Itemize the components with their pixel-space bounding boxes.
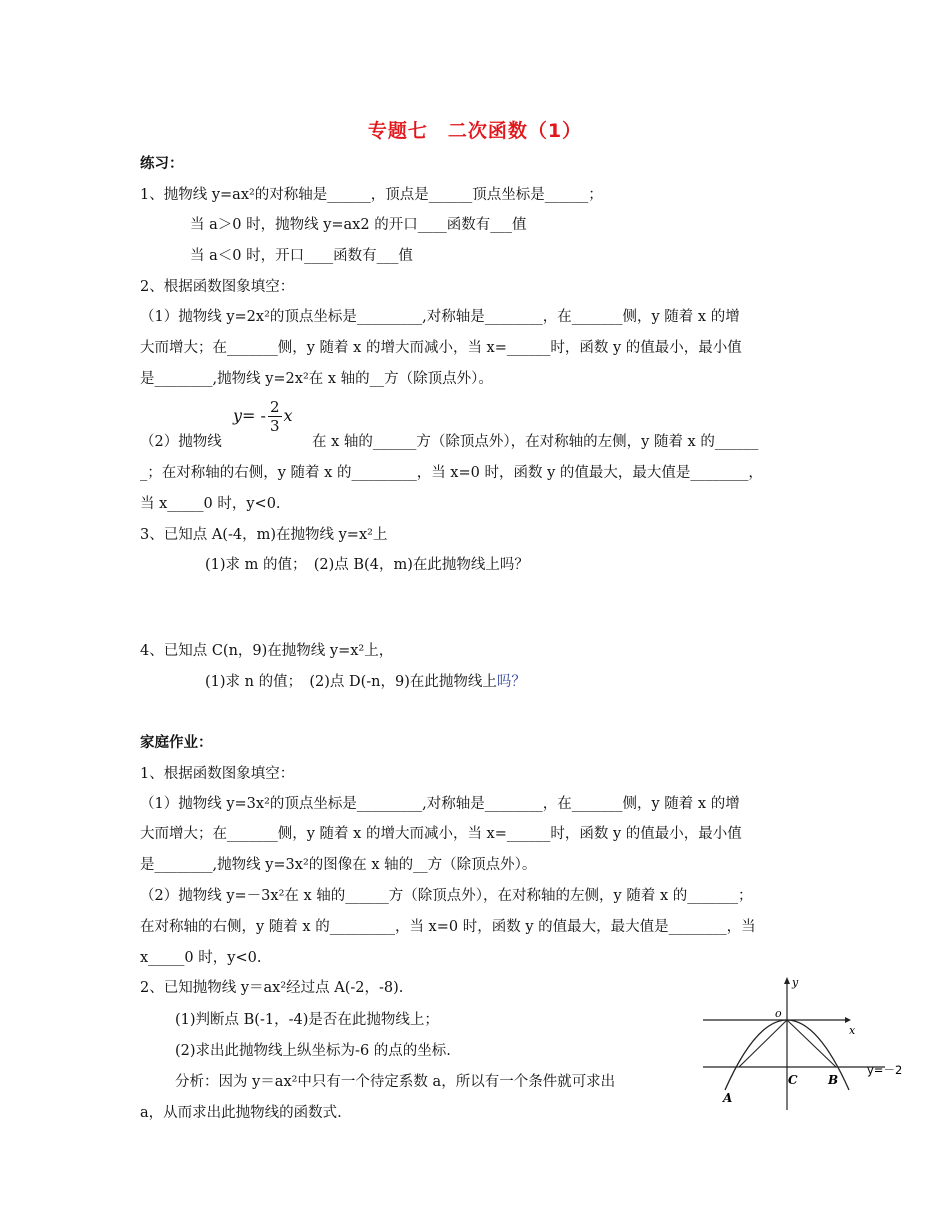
- chord-oa: [739, 1020, 787, 1067]
- origin-label: o: [775, 1007, 782, 1020]
- q2-part1-line1: （1）抛物线 y=2x²的顶点坐标是_________,对称轴是________，在_______侧，y 随着 x 的增: [140, 309, 740, 325]
- formula-eq: = -: [242, 406, 266, 425]
- formula-numerator: 2: [269, 398, 280, 416]
- q2-part2-prefix: （2）抛物线: [140, 434, 222, 450]
- h2-title: 2、已知抛物线 y＝ax²经过点 A(-2，-8).: [140, 980, 404, 996]
- h1-title: 1、根据函数图象填空：: [140, 766, 295, 782]
- q4-sub: [205, 670, 526, 691]
- h1-part1-line2: 大而增大；在_______侧，y 随着 x 的增大而减小，当 x=______时，函数 y 的值最小，最小值: [140, 826, 742, 842]
- x-axis-arrow: [845, 1017, 851, 1023]
- q2-part2-line1: 在 x 轴的______方（除顶点外），在对称轴的左侧，y 随着 x 的______: [312, 434, 759, 450]
- q1-line3: 当 a＜0 时，开口____函数有___值: [190, 248, 413, 264]
- q1-line1: 1、抛物线 y=ax²的对称轴是______，顶点是______顶点坐标是______；: [140, 187, 603, 203]
- page-title: 专题七 二次函数（1）: [367, 120, 583, 142]
- q2-part1-line3: 是________,抛物线 y=2x²在 x 轴的__方（除顶点外）。: [140, 371, 493, 387]
- q2-part1-line2: 大而增大；在_______侧，y 随着 x 的增大而减小，当 x=______时，函数 y 的值最小，最小值: [140, 340, 742, 356]
- q2-part2-line2: _；在对称轴的右侧，y 随着 x 的_________，当 x=0 时，函数 y 的值最大，最大值是________，: [140, 465, 763, 481]
- h2-analysis-line2: a，从而求出此抛物线的函数式.: [140, 1105, 342, 1121]
- h1-part1-line3: 是________,抛物线 y=3x²的图像在 x 轴的__方（除顶点外）。: [140, 857, 537, 873]
- line-label: y=－2: [867, 1063, 903, 1077]
- q4-sub-b: 吗？: [496, 674, 526, 690]
- homework-heading: 家庭作业：: [140, 735, 213, 751]
- chord-ob: [787, 1020, 836, 1067]
- h1-part2-line3: x_____0 时，y<0.: [140, 950, 262, 966]
- formula: [233, 398, 293, 435]
- q3-title: 3、已知点 A(-4，m)在抛物线 y=x²上: [140, 527, 388, 543]
- h1-part1-line1: （1）抛物线 y=3x²的顶点坐标是_________,对称轴是________，在_______侧，y 随着 x 的增: [140, 796, 740, 812]
- formula-fraction: [268, 398, 282, 435]
- q4-title: 4、已知点 C(n，9)在抛物线 y=x²上，: [140, 643, 394, 659]
- point-c-label: C: [788, 1073, 798, 1087]
- y-axis-label: y: [792, 976, 799, 989]
- y-axis-arrow: [784, 977, 790, 984]
- q4-sub-a: (1)求 n 的值； (2)点 D(-n，9)在此抛物线上: [205, 674, 497, 690]
- h2-sub1: (1)判断点 B(-1，-4)是否在此抛物线上；: [175, 1012, 439, 1028]
- point-b-label: B: [828, 1073, 839, 1087]
- h1-part2-line2: 在对称轴的右侧，y 随着 x 的_________，当 x=0 时，函数 y 的值最大，最大值是________，当: [140, 919, 756, 935]
- q2-part2-line3: 当 x_____0 时，y<0.: [140, 496, 281, 512]
- q3-sub: (1)求 m 的值； (2)点 B(4，m)在此抛物线上吗？: [205, 557, 529, 573]
- formula-x: x: [283, 406, 293, 425]
- h1-part2-line1: （2）抛物线 y=－3x²在 x 轴的______方（除顶点外），在对称轴的左侧，y 随着 x 的_______；: [140, 888, 753, 904]
- h2-analysis-line1: 分析：因为 y＝ax²中只有一个待定系数 a，所以有一个条件就可求出: [175, 1074, 616, 1090]
- formula-denominator: 3: [269, 417, 280, 435]
- x-axis-label: x: [849, 1024, 856, 1037]
- parabola-figure: [695, 972, 910, 1112]
- h2-sub2: (2)求出此抛物线上纵坐标为-6 的点的坐标.: [175, 1043, 451, 1059]
- formula-y: y: [233, 406, 243, 425]
- point-a-label: A: [723, 1091, 733, 1105]
- practice-heading: 练习：: [140, 156, 184, 172]
- q2-title: 2、根据函数图象填空：: [140, 279, 295, 295]
- q1-line2: 当 a＞0 时，抛物线 y=ax2 的开口____函数有___值: [190, 217, 527, 233]
